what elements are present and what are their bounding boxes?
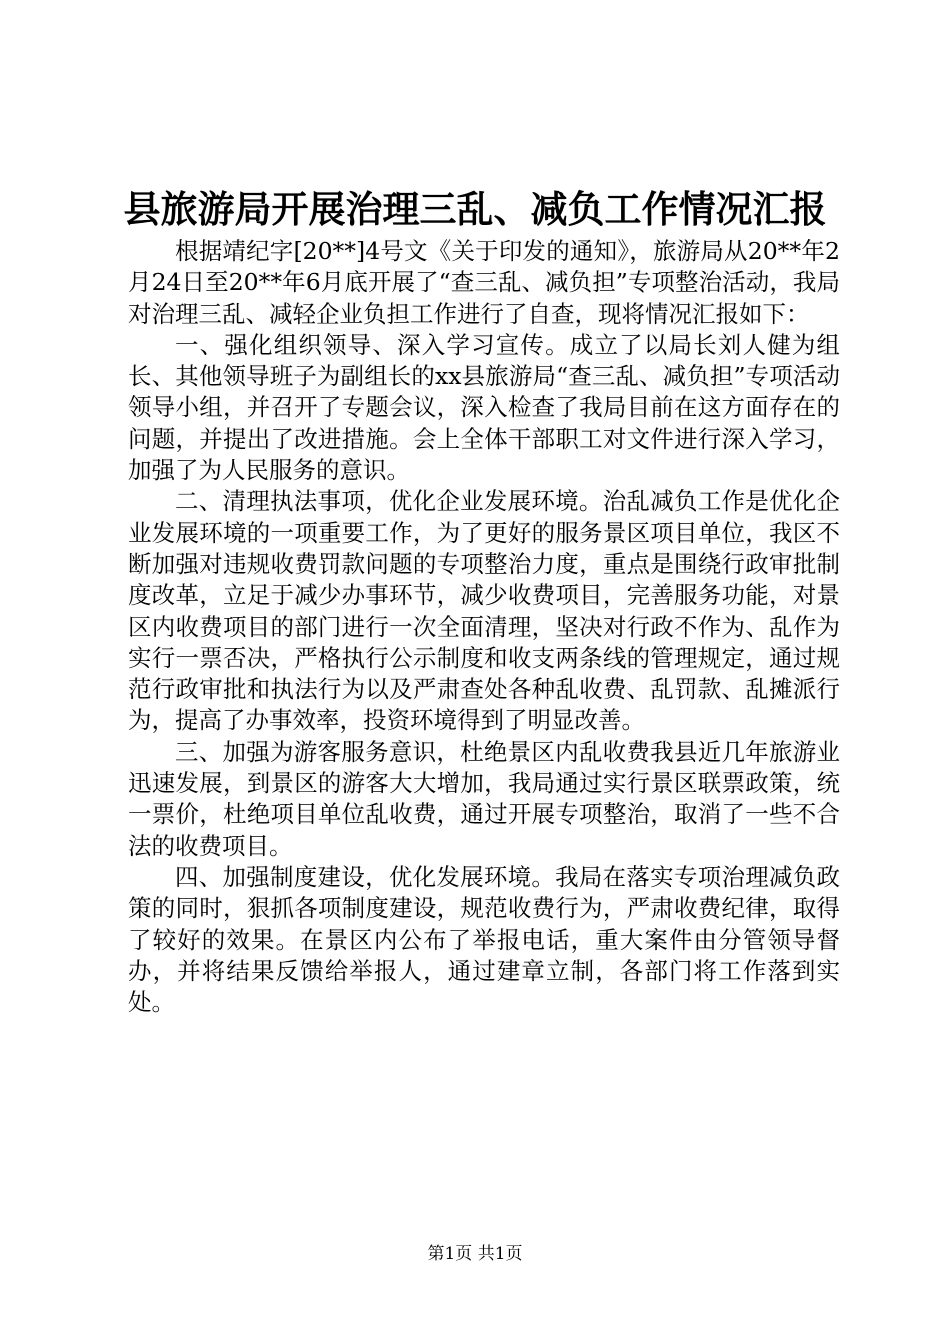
paragraph-section-3: 三、加强为游客服务意识，杜绝景区内乱收费我县近几年旅游业迅速发展，到景区的游客大大增加，我局通过实行景区联票政策，统一票价，杜绝项目单位乱收费，通过开展专项整治，取消了一些不合法的收费项目。 — [128, 737, 840, 860]
paragraph-section-2: 二、清理执法事项，优化企业发展环境。治乱减负工作是优化企业发展环境的一项重要工作，为了更好的服务景区项目单位，我区不断加强对违规收费罚款问题的专项整治力度，重点是围绕行政审批制度改革，立足于减少办事环节，减少收费项目，完善服务功能，对景区内收费项目的部门进行一次全面清理，坚决对行政不作为、乱作为实行一票否决，严格执行公示制度和收支两条线的管理规定，通过规范行政审批和执法行为以及严肃查处各种乱收费、乱罚款、乱摊派行为，提高了办事效率，投资环境得到了明显改善。 — [128, 487, 840, 735]
page-number-footer: 第1页 共1页 — [427, 1244, 523, 1264]
paragraph-section-1: 一、强化组织领导、深入学习宣传。成立了以局长刘人健为组长、其他领导班子为副组长的xx县旅游局“查三乱、减负担”专项活动领导小组，并召开了专题会议，深入检查了我局目前在这方面存在的问题，并提出了改进措施。会上全体干部职工对文件进行深入学习，加强了为人民服务的意识。 — [128, 330, 840, 485]
document-body — [128, 236, 840, 1018]
paragraph-section-4: 四、加强制度建设，优化发展环境。我局在落实专项治理减负政策的同时，狠抓各项制度建设，规范收费行为，严肃收费纪律，取得了较好的效果。在景区内公布了举报电话，重大案件由分管领导督办，并将结果反馈给举报人，通过建章立制，各部门将工作落到实处。 — [128, 862, 840, 1017]
paragraph-intro: 根据靖纪字[20**]4号文《关于印发的通知》，旅游局从20**年2月24日至20**年6月底开展了“查三乱、减负担”专项整治活动，我局对治理三乱、减轻企业负担工作进行了自查，现将情况汇报如下： — [128, 237, 840, 328]
document-title: 县旅游局开展治理三乱、减负工作情况汇报 — [123, 187, 827, 231]
